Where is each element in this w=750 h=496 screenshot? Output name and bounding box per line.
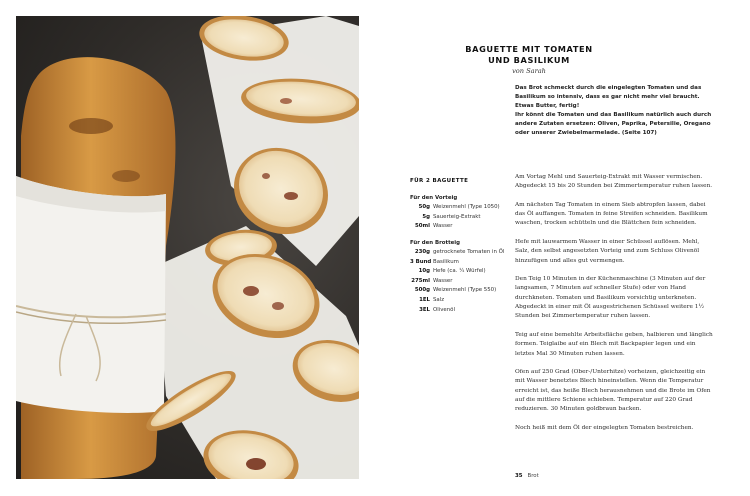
ingredient-amount: 1EL	[419, 296, 430, 303]
page-number: 35	[515, 473, 523, 479]
ingredient-name: getrocknete Tomaten in Öl	[433, 249, 505, 255]
servings-heading: FÜR 2 BAGUETTE	[410, 178, 469, 184]
ingredient-name: Sauerteig-Extrakt	[433, 213, 481, 220]
ingredient-amount: 3EL	[419, 306, 430, 313]
recipe-title-line-2: UND BASILIKUM	[488, 55, 570, 65]
ingredient-row	[410, 306, 510, 316]
intro-paragraph: Das Brot schmeckt durch die eingelegten Tomaten und das Basilikum so intensiv, dass es gar nicht mehr viel braucht. Etwas Butter, fertig!	[515, 85, 702, 109]
section-name: Brot	[527, 473, 539, 479]
ingredient-row	[410, 286, 510, 296]
ingredient-row	[410, 258, 510, 268]
recipe-steps	[515, 173, 715, 442]
ingredient-amount: 230g	[414, 249, 430, 255]
intro-paragraph: Ihr könnt die Tomaten und das Basilikum natürlich auch durch andere Zutaten ersetzen: Oliven, Paprika, Petersilie, Oregano oder unserer Zwiebelmarmelade. (Seite 107)	[515, 111, 712, 136]
ingredient-name: Hefe (ca. ¼ Würfel)	[433, 268, 486, 275]
ingredient-row	[410, 248, 510, 258]
ingredient-amount: 500g	[414, 287, 430, 294]
step-paragraph: Den Teig 10 Minuten in der Küchenmaschine (3 Minuten auf der langsamen, 7 Minuten auf schneller Stufe) oder von Hand durchkneten. Tomaten und Basilikum vorsichtig unterkneten. Abgedeckt in einer mit Öl ausgestrichenen Schüssel weitere 1½ Stunden bei Zimmertemperatur ruhen lassen.	[515, 276, 706, 320]
ingredient-amount: 50ml	[415, 223, 430, 230]
recipe-intro	[515, 84, 713, 137]
step-paragraph: Am Vortag Mehl und Sauerteig-Extrakt mit Wasser vermischen. Abgedeckt 15 bis 20 Stunden bei Zimmertemperatur ruhen lassen.	[515, 174, 713, 190]
bread-illustration	[16, 16, 359, 479]
recipe-title-line-1: BAGUETTE MIT TOMATEN	[465, 44, 593, 54]
ingredient-row	[410, 203, 510, 213]
ingredient-row	[410, 277, 510, 287]
step-paragraph: Teig auf eine bemehlte Arbeitsfläche geben, halbieren und länglich formen. Teiglaibe auf ein Blech mit Backpapier legen und ein letztes Mal 30 Minuten ruhen lassen.	[515, 331, 713, 357]
ingredient-amount: 275ml	[411, 277, 430, 284]
ingredient-amount: 10g	[418, 268, 430, 275]
recipe-author: von Sarah	[512, 67, 546, 75]
recipe-title	[459, 44, 599, 66]
ingredient-row	[410, 296, 510, 306]
baguette-photo	[16, 16, 359, 479]
ingredient-row	[410, 222, 510, 232]
ingredient-name: Weizenmehl (Type 1050)	[433, 204, 500, 210]
ingredient-amount: 50g	[418, 204, 430, 210]
ingredient-amount: 5g	[422, 213, 430, 220]
ingredient-name: Basilikum	[433, 258, 459, 265]
page-footer	[515, 473, 539, 479]
ingredient-group-name: Für den Brotteig	[410, 240, 461, 246]
ingredient-name: Olivenöl	[433, 306, 455, 313]
step-paragraph: Ofen auf 250 Grad (Ober-/Unterhitze) vorheizen, gleichzeitig ein mit Wasser benetztes Blech hineinstellen. Wenn die Temperatur erreicht ist, das heiße Blech herausnehmen und die Brote im Ofen auf die mittlere Schiene schieben. Temperatur auf 220 Grad reduzieren. 30 Minuten goldbraun backen.	[515, 368, 711, 413]
step-paragraph: Am nächsten Tag Tomaten in einem Sieb abtropfen lassen, dabei das Öl auffangen. Tomaten in feine Streifen schneiden. Basilikum waschen, trocken schütteln und die Blättchen fein schneiden.	[515, 201, 708, 227]
ingredient-row	[410, 267, 510, 277]
ingredient-group-brotteig	[410, 239, 510, 315]
ingredient-name: Salz	[433, 296, 445, 303]
ingredient-group-vorteig	[410, 194, 510, 232]
ingredient-amount: 3 Bund	[410, 258, 432, 265]
recipe-page	[400, 0, 720, 496]
ingredient-name: Weizenmehl (Type 550)	[433, 287, 497, 294]
ingredient-name: Wasser	[433, 277, 453, 284]
ingredient-row	[410, 213, 510, 223]
ingredient-group-name: Für den Vorteig	[410, 195, 458, 201]
step-paragraph: Noch heiß mit dem Öl der eingelegten Tomaten bestreichen.	[515, 424, 694, 431]
step-paragraph: Hefe mit lauwarmem Wasser in einer Schüssel auflösen. Mehl, Salz, den selbst angesetzten Vorteig und zum Schluss Olivenöl hinzufügen und alles gut vermengen.	[515, 238, 700, 264]
ingredient-name: Wasser	[433, 223, 453, 230]
